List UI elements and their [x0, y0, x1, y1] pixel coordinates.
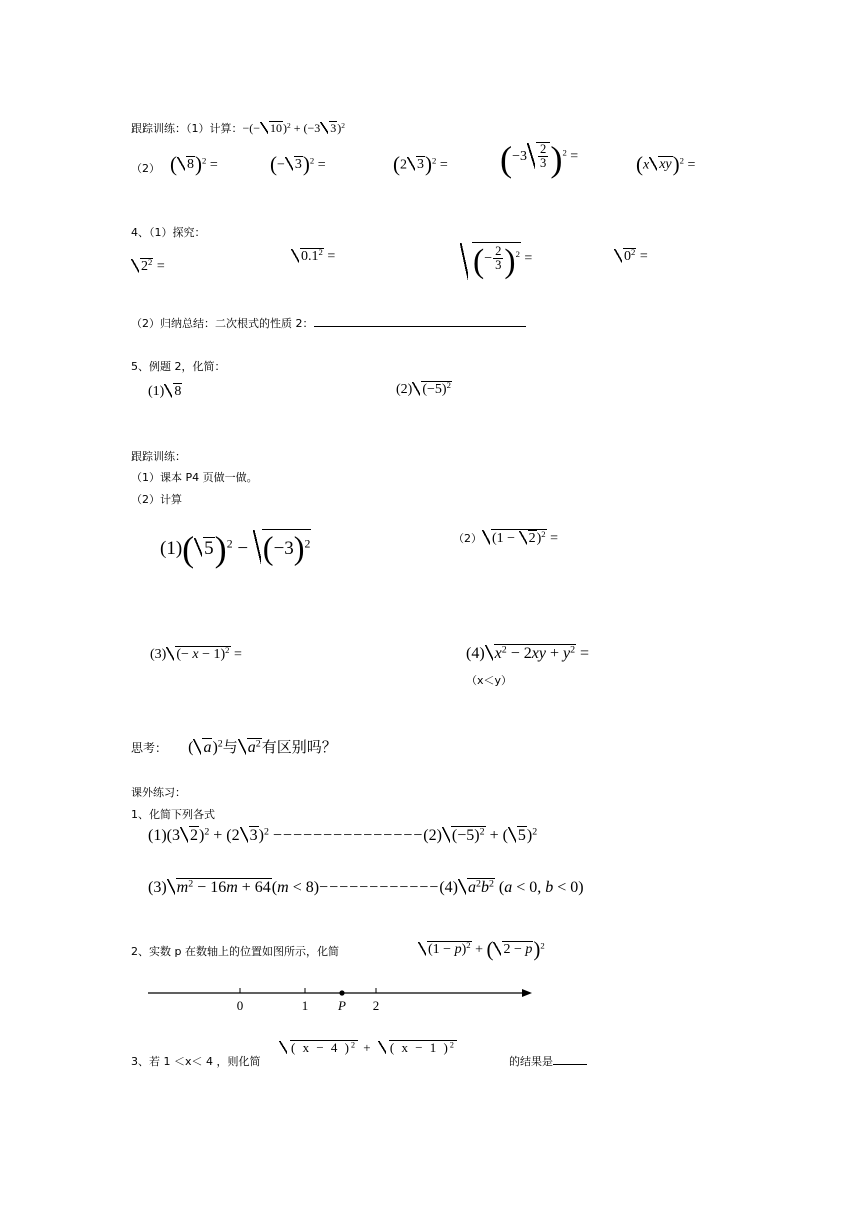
homework-q1: 1、化简下列各式 — [131, 808, 215, 821]
point-p — [339, 990, 344, 995]
section4-summary-label: （2）归纳总结：二次根式的性质 2： — [131, 317, 314, 330]
tracking1-label: 跟踪训练：（1）计算： — [131, 122, 243, 135]
dash-separator: −−−−−−−−−−−− — [319, 879, 440, 896]
homework-q3-post-line — [509, 1053, 587, 1069]
homework-heading: 课外练习： — [131, 786, 186, 799]
tick-label-0: 0 — [236, 998, 244, 1013]
tracking1-item-1: ( 8)$^2$ = — [170, 152, 218, 176]
section4-item-1: $2^2$ = — [131, 258, 165, 275]
section4-heading: 4、（1）探究： — [131, 226, 206, 239]
tracking2-item-2: （2） $(1 - 2)^2$ = — [453, 529, 558, 546]
section4-item-3: (− $\frac{2}{3}$ )$^2$ = — [460, 242, 532, 282]
section4-summary — [131, 315, 526, 331]
dash-separator: −−−−−−−−−−−−−−− — [272, 827, 424, 844]
tracking1-expr: −(− 10)$^2$ + (−3 3)$^2$ — [242, 120, 345, 135]
homework-q3-post: 的结果是 — [509, 1055, 553, 1068]
homework-q2: 2、实数 p 在数轴上的位置如图所示，化简 — [131, 945, 339, 958]
number-line — [148, 982, 538, 1016]
tracking1-item-2: (− 3)$^2$ = — [270, 152, 326, 176]
section4-item-4: $0^2$ = — [614, 248, 648, 265]
tracking1-sub-label: （2） — [131, 162, 160, 175]
tracking2-item-4: (4) $x^2 - 2xy + y^2$ = — [466, 644, 590, 662]
arrow-icon — [522, 989, 532, 997]
homework-q1-row2: (3) $m^2 - 16m + 64(m < 8)------------(4)$ $a^2b^2$ (a < 0, b < 0) — [148, 878, 584, 896]
tracking1-item-5: (x xy)$^2$ = — [636, 152, 696, 176]
think-tail: 有区别吗？ — [261, 738, 337, 756]
section5-heading: 5、例题 2，化简： — [131, 360, 226, 373]
answer-blank[interactable] — [553, 1064, 587, 1065]
homework-q3-expr: ( x − 4 )$^2$ + ( x − 1 )$^2$ — [279, 1040, 457, 1056]
tracking2-item-1: (1)( $5)^2 - (-3)^2$ — [160, 529, 311, 569]
section4-item-2: $0.1^2$ = — [291, 248, 335, 265]
tracking2-heading: 跟踪训练： — [131, 450, 186, 463]
tracking2-item-3: (3) (− x − 1)$^2$ = — [150, 645, 242, 662]
tracking2-line1: （1）课本 P4 页做一做。 — [131, 471, 258, 484]
section5-item-1: (1) 8 — [148, 384, 182, 399]
homework-q2-expr: $(1 - p)^2$ + ( 2 − p)$^2$ — [418, 937, 545, 962]
tick-label-p: P — [338, 998, 346, 1013]
think-label: 思考： — [131, 741, 168, 755]
tick-label-2: 2 — [372, 998, 380, 1013]
tick-label-1: 1 — [301, 998, 309, 1013]
think-expr-a: ( a)$^2$ — [188, 738, 223, 756]
tracking2-line2: （2）计算 — [131, 493, 182, 506]
section5-item-2: (2) $(-5)^2$ — [396, 380, 451, 397]
tracking1-line — [131, 120, 345, 136]
answer-blank[interactable] — [314, 326, 526, 327]
tracking1-item-3: (2 3)$^2$ = — [393, 152, 448, 176]
think-expr-b: $a^2$ — [238, 739, 262, 756]
tracking1-item-4: (−3 $\frac{2}{3}$ )$^2$ = — [500, 139, 579, 179]
homework-q3-pre: 3、若 1 ＜x＜ 4 ，则化简 — [131, 1055, 261, 1068]
tracking2-note: （x＜y） — [466, 674, 513, 687]
think-mid: 与 — [222, 738, 238, 756]
homework-q1-row1: (1)(3 2)$^2$ + (2 3)$^2$ −−−−−−−−−−−−−−−(2) $(-5)^2$ + ( 5)$^2$ — [148, 826, 538, 844]
think-line — [131, 736, 337, 757]
